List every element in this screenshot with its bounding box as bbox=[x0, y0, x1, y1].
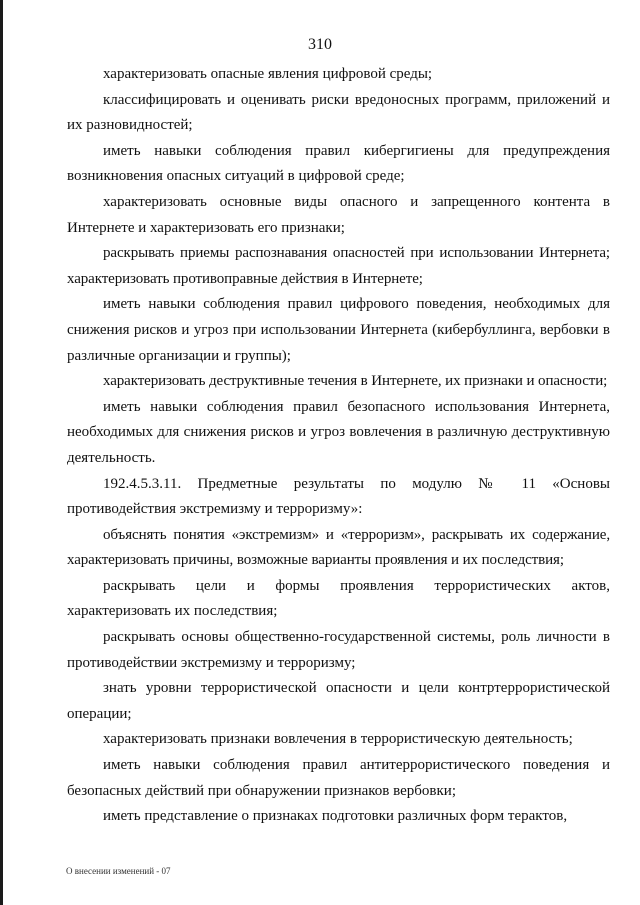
paragraph-4: характеризовать основные виды опасного и запрещенного контента в Интернете и характеризовать его признаки; bbox=[67, 193, 610, 236]
paragraph-7: характеризовать деструктивные течения в Интернете, их признаки и опасности; bbox=[103, 373, 608, 390]
document-body bbox=[67, 62, 610, 830]
paragraph-10: объяснять понятия «экстремизм» и «терроризм», раскрывать их содержание, характеризовать причины, возможные варианты проявления и их последствия; bbox=[67, 526, 610, 569]
paragraph-8: иметь навыки соблюдения правил безопасного использования Интернета, необходимых для снижения рисков и угроз вовлечения в различную деструктивную деятельность. bbox=[67, 398, 610, 466]
footer-note: О внесении изменений - 07 bbox=[66, 866, 171, 876]
scan-edge bbox=[0, 0, 3, 905]
paragraph-14: характеризовать признаки вовлечения в террористическую деятельность; bbox=[103, 731, 573, 748]
paragraph-12: раскрывать основы общественно-государственной системы, роль личности в противодействии экстремизму и терроризму; bbox=[67, 629, 610, 671]
paragraph-1: характеризовать опасные явления цифровой среды; bbox=[103, 66, 433, 82]
paragraph-11: раскрывать цели и формы проявления террористических актов, характеризовать их последствия; bbox=[67, 577, 610, 620]
paragraph-13: знать уровни террористической опасности и цели контртеррористической операции; bbox=[67, 680, 610, 722]
paragraph-16: иметь представление о признаках подготовки различных форм терактов, bbox=[103, 808, 568, 825]
paragraph-3: иметь навыки соблюдения правил кибергигиены для предупреждения возникновения опасных ситуаций в цифровой среде; bbox=[67, 142, 610, 185]
paragraph-15: иметь навыки соблюдения правил антитеррористического поведения и безопасных действий при обнаружении признаков вербовки; bbox=[67, 757, 610, 799]
paragraph-2: классифицировать и оценивать риски вредоносных программ, приложений и их разновидностей; bbox=[67, 91, 610, 134]
paragraph-5: раскрывать приемы распознавания опасностей при использовании Интернета; характеризовать противоправные действия в Интернете; bbox=[67, 245, 610, 287]
page-number: 310 bbox=[308, 36, 332, 53]
paragraph-9-section-heading: 192.4.5.3.11. Предметные результаты по модулю № 11 «Основы противодействия экстремизму и терроризму»: bbox=[67, 475, 610, 518]
paragraph-6: иметь навыки соблюдения правил цифрового поведения, необходимых для снижения рисков и угроз при использовании Интернета (кибербуллинга, вербовки в различные организации и группы); bbox=[67, 296, 610, 364]
